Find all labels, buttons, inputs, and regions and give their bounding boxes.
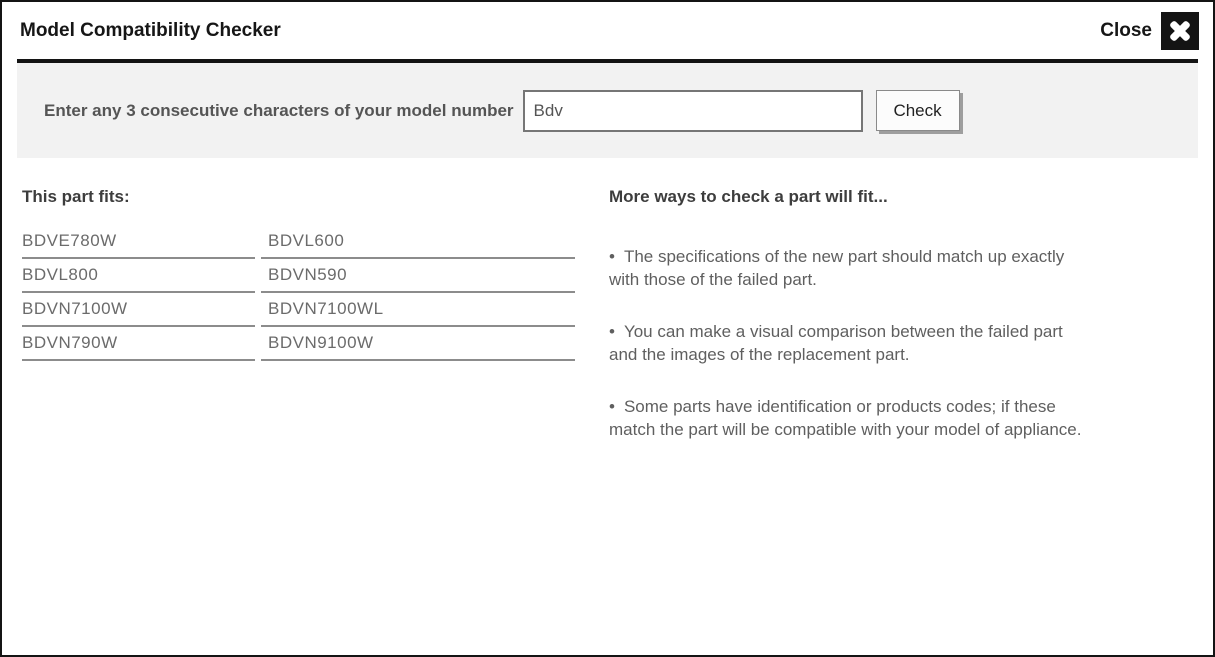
tip-item — [609, 320, 1089, 366]
tip-text: Some parts have identification or products codes; if these match the part will be compatible with your model of appliance. — [609, 397, 1082, 439]
close-icon — [1161, 12, 1199, 50]
model-number: BDVL800 — [22, 259, 255, 293]
model-number: BDVN790W — [22, 327, 255, 361]
check-button[interactable]: Check — [876, 90, 960, 131]
this-part-fits-section — [22, 187, 575, 361]
dialog-content — [2, 158, 1213, 470]
close-button[interactable] — [1100, 12, 1199, 50]
tip-text: You can make a visual comparison between the failed part and the images of the replacement part. — [609, 322, 1063, 364]
bullet-icon: • — [609, 397, 615, 416]
close-button-label: Close — [1100, 19, 1152, 41]
fits-heading: This part fits: — [22, 187, 130, 206]
tips-list — [609, 245, 1089, 441]
tip-text: The specifications of the new part should match up exactly with those of the failed part. — [609, 247, 1065, 289]
more-ways-section — [609, 187, 1089, 470]
model-number: BDVL600 — [261, 225, 575, 259]
dialog-title: Model Compatibility Checker — [20, 19, 281, 41]
search-bar — [17, 63, 1198, 158]
model-number: BDVN590 — [261, 259, 575, 293]
bullet-icon: • — [609, 247, 615, 266]
tip-item — [609, 395, 1089, 441]
tips-heading: More ways to check a part will fit... — [609, 187, 888, 206]
tip-item — [609, 245, 1089, 291]
search-label: Enter any 3 consecutive characters of your model number — [44, 100, 514, 120]
model-number: BDVN7100WL — [261, 293, 575, 327]
model-list — [22, 225, 575, 361]
model-number: BDVN9100W — [261, 327, 575, 361]
model-number-input[interactable] — [523, 90, 863, 132]
model-number: BDVN7100W — [22, 293, 255, 327]
model-number: BDVE780W — [22, 225, 255, 259]
bullet-icon: • — [609, 322, 615, 341]
dialog-header — [2, 2, 1213, 59]
